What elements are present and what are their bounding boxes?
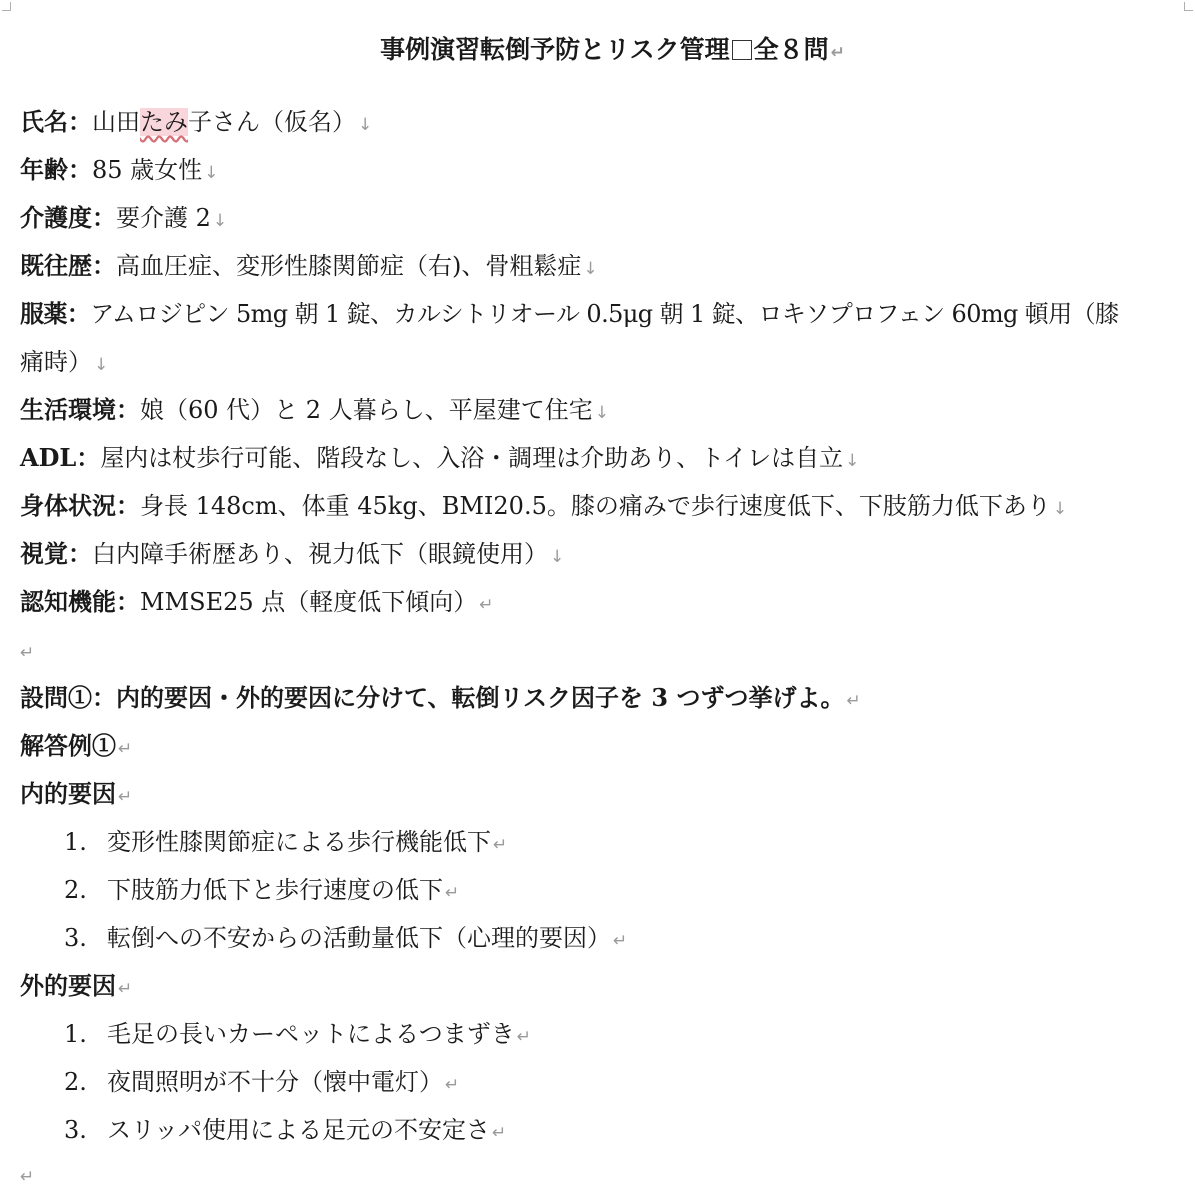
name-line: 氏名：山田たみ子さん（仮名） ↓ [20,107,373,136]
list-item: 2. 下肢筋力低下と歩行速度の低下 ↵ [64,876,460,904]
vision-line: 視覚：白内障手術歴あり、視力低下（眼鏡使用） ↓ [20,539,565,568]
paragraph-mark: ↵ [846,691,861,711]
line-break-mark: ↓ [583,259,598,279]
paragraph-mark: ↵ [118,979,133,999]
paragraph-mark: ↵ [445,1075,460,1095]
list-item: 1. 毛足の長いカーペットによるつまずき ↵ [64,1020,532,1048]
list-item: 2. 夜間照明が不十分（懐中電灯） ↵ [64,1068,460,1096]
page-corner-marker [1184,2,1193,11]
empty-paragraph [20,626,34,677]
paragraph-mark: ↵ [830,43,845,63]
internal-factors-heading: 内的要因 ↵ [20,779,133,808]
line-break-mark: ↓ [1052,499,1068,519]
page-title: 事例演習転倒予防とリスク管理 全８問 ↵ [380,35,845,64]
paragraph-mark: ↵ [445,883,460,903]
history-line: 既往歴：高血圧症、変形性膝関節症（右)、骨粗鬆症 ↓ [20,251,598,280]
line-break-mark: ↓ [594,403,609,423]
paragraph-mark: ↵ [493,835,508,855]
medication-line: 服薬：アムロジピン 5mg 朝 1 錠、カルシトリオール 0.5μg 朝 1 錠、ロキソプロフェン 60mg 頓用（膝 [20,299,1119,328]
question-1: 設問①：内的要因・外的要因に分けて、転倒リスク因子を 3 つずつ挙げよ。 ↵ [20,683,861,712]
paragraph-mark: ↵ [20,1167,35,1187]
list-item: 3. スリッパ使用による足元の不安定さ ↵ [64,1116,507,1144]
paragraph-mark: ↵ [118,739,133,759]
care-level-line: 介護度：要介護 2 ↓ [20,203,228,232]
paragraph-mark: ↵ [613,931,628,951]
cognition-line: 認知機能：MMSE25 点（軽度低下傾向） ↵ [20,587,494,616]
line-break-mark: ↓ [845,451,860,471]
paragraph-mark: ↵ [479,595,494,615]
medication-line-continued: 痛時） ↓ [20,348,109,376]
physical-condition-line: 身体状況：身長 148cm、体重 45kg、BMI20.5。膝の痛みで歩行速度低下、下肢筋力低下あり ↓ [20,491,1068,520]
empty-paragraph [20,1154,34,1197]
age-line: 年齢：85 歳女性 ↓ [20,155,219,184]
external-factors-heading: 外的要因 ↵ [20,971,133,1000]
placeholder-box-glyph [732,40,752,60]
page-corner-marker [2,2,11,11]
paragraph-mark: ↵ [118,787,133,807]
line-break-mark: ↓ [94,355,109,375]
line-break-mark: ↓ [358,115,373,135]
living-environment-line: 生活環境：娘（60 代）と 2 人暮らし、平屋建て住宅 ↓ [20,395,609,424]
line-break-mark: ↓ [204,163,219,183]
paragraph-mark: ↵ [20,643,35,663]
list-item: 1. 変形性膝関節症による歩行機能低下 ↵ [64,828,508,856]
paragraph-mark: ↵ [516,1027,532,1047]
answer-heading: 解答例① ↵ [20,731,133,760]
adl-line: ADL：屋内は杖歩行可能、階段なし、入浴・調理は介助あり、トイレは自立 ↓ [20,443,860,472]
list-item: 3. 転倒への不安からの活動量低下（心理的要因） ↵ [64,924,628,952]
spellcheck-highlight[interactable]: たみ [140,108,188,136]
paragraph-mark: ↵ [492,1123,507,1143]
line-break-mark: ↓ [212,211,228,231]
line-break-mark: ↓ [550,547,565,567]
